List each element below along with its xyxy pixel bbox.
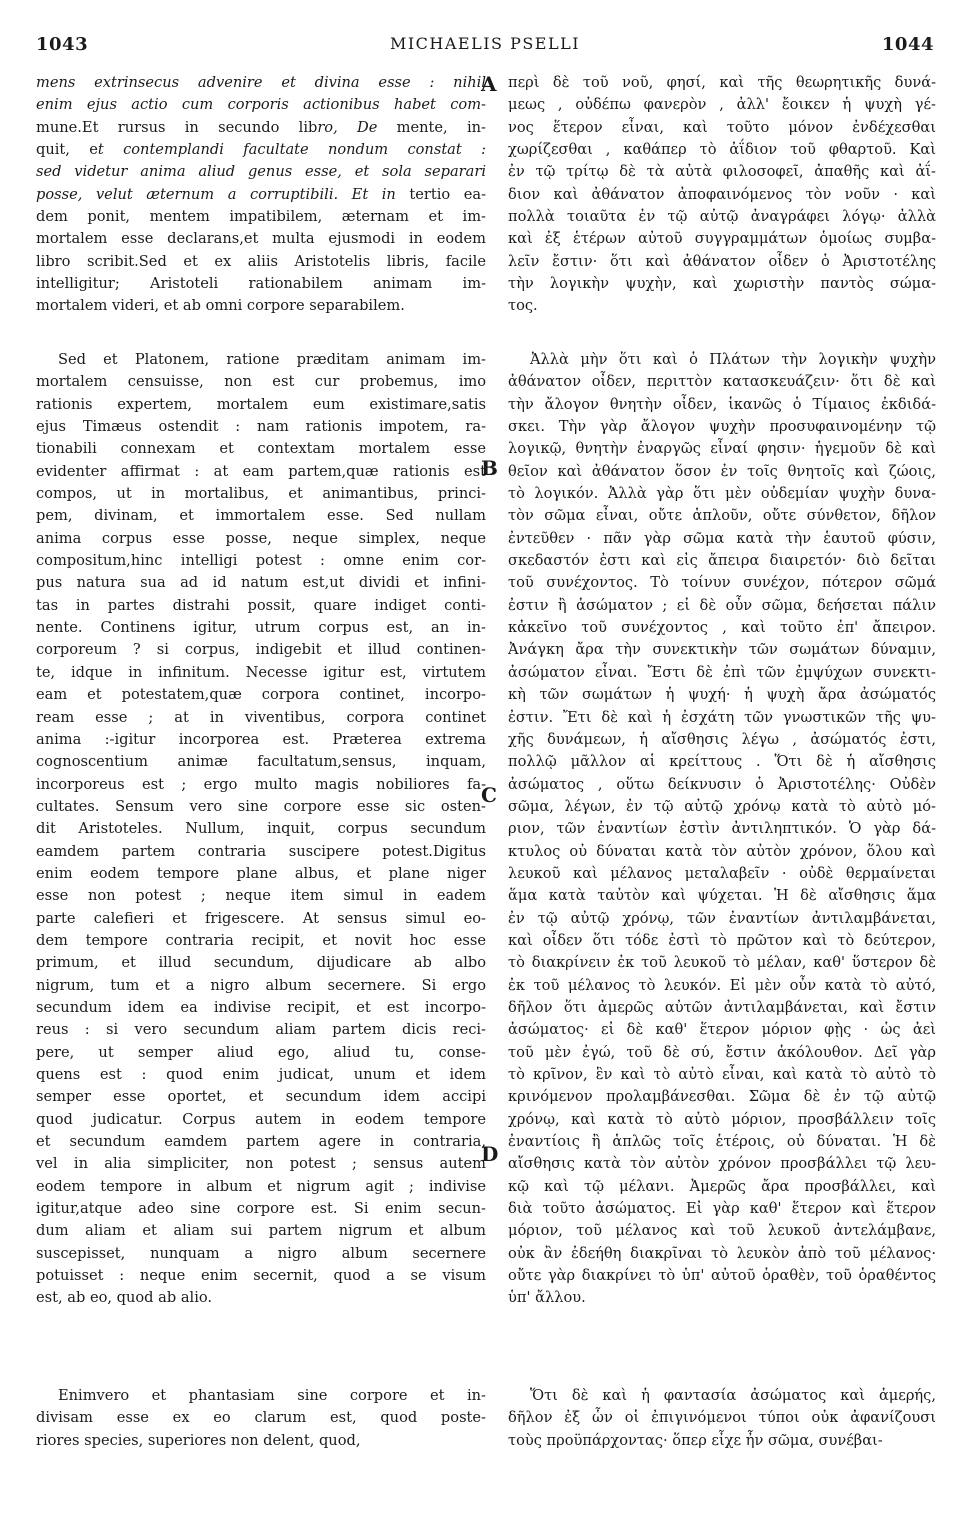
latin-text-line: eamdem partem contraria suscipere potest.Digitus	[36, 842, 486, 860]
latin-text-line: corporeum ? si corpus, indigebit et illud continen-	[36, 641, 486, 659]
latin-text-line: mens extrinsecus advenire et divina esse : nihil	[36, 74, 486, 91]
greek-text-line: σκει. Τὴν γὰρ ἄλογον ψυχὴν προσυφαινομένην τῷ	[508, 418, 936, 436]
latin-text-line: vel in alia simpliciter, non potest ; sensus autem	[36, 1155, 486, 1173]
greek-text-line: λογικῷ, θνητὴν ἐναργῶς εἶναί φησιν· ἡγεμοῦν δὲ καὶ	[508, 440, 936, 458]
running-title: MICHAELIS PSELLI	[389, 34, 581, 53]
greek-text-line: τοῦ συνέχοντος. Τὸ τοίνυν συνέχον, πότερον σῶμά	[508, 574, 936, 592]
latin-text-line: ream esse ; at in viventibus, corpora continet	[36, 708, 486, 726]
margin-letter-b: B	[481, 456, 498, 480]
latin-text-line: anima :-igitur incorporea est. Præterea extrema	[36, 730, 486, 748]
latin-text-line: cognoscentium animæ facultatum,sensus, inquam,	[36, 753, 486, 771]
greek-text-line: ἀθάνατον οἶδεν, περιττὸν κατασκευάζειν· ὅτι δὲ καὶ	[508, 373, 936, 391]
latin-text-line: compos, ut in mortalibus, et animantibus, princi-	[36, 485, 486, 503]
latin-text-line: incorporeus est ; ergo multo magis nobiliores fa-	[36, 775, 486, 793]
latin-text-line: riores species, superiores non delent, quod,	[36, 1431, 361, 1449]
greek-text-line: ἐκ τοῦ μέλανος τὸ λευκόν. Εἰ μὲν οὖν κατὰ τὸ αὐτό,	[508, 976, 936, 994]
greek-text-line: κτυλος οὐ δύναται κατὰ τὸν αὐτὸν χρόνον, ὅλου καὶ	[508, 842, 936, 860]
greek-text-line: τος.	[508, 297, 538, 315]
greek-text-line: ἐναντίοις ἢ ἁπλῶς τοῖς ἑτέροις, οὐ δύναται. Ἡ δὲ	[508, 1133, 936, 1151]
greek-text-line: ἀσώματον εἶναι. Ἔστι δὲ ἐπὶ τῶν ἐμψύχων συνεκτι-	[508, 663, 936, 681]
latin-text-line: compositum,hinc intelligi potest : omne enim cor-	[36, 552, 486, 570]
right-page-number: 1044	[881, 34, 934, 55]
latin-column-block-3	[36, 1385, 486, 1452]
greek-text-line: χρόνῳ, καὶ κατὰ τὸ αὐτὸ μόριον, προσβάλλειν τοῖς	[508, 1110, 936, 1128]
greek-text-line: λεῖν ἔστιν· ὅτι καὶ ἀθάνατον οἶδεν ὁ Ἀριστοτέλης	[508, 252, 936, 270]
latin-text-line: mortalem esse declarans,et multa ejusmodi in eodem	[36, 230, 486, 248]
latin-text-line: mune.Et rursus in secundo libro, De mente, in-	[36, 118, 486, 136]
greek-text-line: τὸ κρῖνον, ἓν καὶ τὸ αὐτὸ εἶναι, καὶ κατὰ τὸ αὐτὸ τὸ	[508, 1066, 936, 1083]
greek-text-line: περὶ δὲ τοῦ νοῦ, φησί, καὶ τῆς θεωρητικῆς δυνά-	[508, 74, 936, 91]
latin-text-line: pere, ut semper aliud ego, aliud tu, conse-	[36, 1043, 486, 1061]
greek-column-block-1	[508, 72, 936, 318]
greek-text-line: νος ἕτερον εἶναι, καὶ τοῦτο μόνον ἐνδέχεσθαι	[508, 118, 936, 136]
greek-text-line: κῷ καὶ τῷ μέλανι. Ἀμερῶς ἄρα προσβάλλει, καὶ	[508, 1177, 936, 1195]
latin-column-block-2	[36, 349, 486, 1310]
greek-text-line: δῆλον ἐξ ὧν οἱ ἐπιγινόμενοι τύποι οὐκ ἀφανίζουσι	[508, 1409, 936, 1427]
latin-text-line: dem tempore contraria recipit, et novit hoc esse	[36, 931, 486, 949]
greek-text-line: τοὺς προϋπάρχοντας· ὅπερ εἶχε ἦν σῶμα, συνέβαι-	[508, 1431, 883, 1449]
latin-text-line: evidenter affirmat : at eam partem,quæ rationis est	[36, 462, 486, 480]
latin-text-line: semper esse oportet, et secundum idem accipi	[36, 1088, 486, 1106]
greek-text-line: Ὅτι δὲ καὶ ἡ φαντασία ἀσώματος καὶ ἀμερής,	[530, 1387, 936, 1404]
margin-letter-c: C	[481, 783, 497, 807]
greek-text-line: σῶμα, λέγων, ἐν τῷ αὐτῷ χρόνῳ κατὰ τὸ αὐτὸ μό-	[508, 797, 936, 815]
greek-text-line: λευκοῦ καὶ μέλανος μεταλαβεῖν · οὐδὲ θερμαίνεται	[508, 864, 936, 882]
latin-text-line: quit, et contemplandi facultate nondum constat :	[36, 141, 486, 159]
latin-text-line: rationis expertem, mortalem eum existimare,satis	[36, 395, 486, 413]
greek-text-line: αἴσθησις κατὰ τὸν αὐτὸν χρόνον προσβάλλει τῷ λευ-	[508, 1155, 936, 1173]
latin-text-line: suscepisset, nunquam a nigro album secernere	[36, 1244, 486, 1262]
greek-text-line: ἐστιν. Ἔτι δὲ καὶ ἡ ἐσχάτη τῶν γνωστικῶν τῆς ψυ-	[508, 708, 936, 726]
latin-text-line: pus natura sua ad id natum est,ut dividi et infini-	[36, 574, 486, 592]
greek-text-line: τὴν ἄλογον θνητὴν οἶδεν, ἱκανῶς ὁ Τίμαιος ἐκδιδά-	[508, 395, 936, 413]
latin-text-line: divisam esse ex eo clarum est, quod poste-	[36, 1409, 486, 1427]
greek-text-line: χωρίζεσθαι , καθάπερ τὸ ἀΐδιον τοῦ φθαρτοῦ. Καὶ	[508, 141, 936, 159]
latin-text-line: esse non potest ; neque item simul in eadem	[36, 887, 486, 905]
greek-text-line: κὴ τῶν σωμάτων ἡ ψυχή· ἡ ψυχὴ ἄρα ἀσώματός	[508, 686, 936, 704]
greek-text-line: τὴν λογικὴν ψυχὴν, καὶ χωριστὴν παντὸς σώμα-	[508, 275, 936, 293]
greek-text-line: Ἀνάγκη ἄρα τὴν συνεκτικὴν τῶν σωμάτων δύναμιν,	[508, 641, 936, 659]
greek-text-line: χῆς δυνάμεων, ἡ αἴσθησις λέγω , ἀσώματός ἐστι,	[508, 730, 936, 748]
greek-text-line: κρινόμενον προλαμβάνεσθαι. Σῶμα δὲ ἐν τῷ αὐτῷ	[508, 1088, 936, 1106]
greek-text-line: καὶ οἶδεν ὅτι τόδε ἐστὶ τὸ πρῶτον καὶ τὸ δεύτερον,	[508, 931, 936, 949]
latin-text-line: igitur,atque adeo sine corpore est. Si enim secun-	[36, 1200, 486, 1218]
greek-text-line: τοῦ μὲν ἐγώ, τοῦ δὲ σύ, ἔστιν ἀκόλουθον. Δεῖ γὰρ	[508, 1043, 936, 1061]
greek-text-line: μόριον, τοῦ μέλανος καὶ τοῦ λευκοῦ ἀντελάμβανε,	[508, 1222, 936, 1240]
page-header	[36, 34, 934, 60]
latin-text-line: parte calefieri et frigescere. At sensus simul eo-	[36, 909, 486, 927]
latin-text-line: secundum idem ea indivise recipit, et est incorpo-	[36, 998, 486, 1016]
latin-text-line: posse, velut æternum a corruptibili. Et in tertio ea-	[36, 185, 487, 203]
latin-text-line: reus : si vero secundum aliam partem dicis reci-	[36, 1021, 486, 1039]
greek-text-line: θεῖον καὶ ἀθάνατον ὅσον ἐν τοῖς θνητοῖς καὶ ζώοις,	[508, 462, 936, 480]
greek-text-line: τὸν σῶμα εἶναι, οὔτε ἁπλοῦν, οὔτε σύνθετον, δῆλον	[508, 507, 936, 525]
greek-text-line: μεως , οὐδέπω φανερὸν , ἀλλ' ἔοικεν ἡ ψυχὴ γέ-	[508, 96, 936, 114]
greek-text-line: σκεδαστόν ἐστι καὶ εἰς ἄπειρα διαιρετόν· διὸ δεῖται	[508, 552, 936, 570]
greek-text-line: πολλὰ τοιαῦτα ἐν τῷ αὐτῷ ἀναγράφει λόγῳ· ἀλλὰ	[508, 208, 936, 226]
greek-text-line: ὑπ' ἄλλου.	[508, 1289, 586, 1307]
latin-text-line: intelligitur; Aristoteli rationabilem animam im-	[36, 275, 486, 293]
greek-text-line: τὸ διακρίνειν ἐκ τοῦ λευκοῦ τὸ μέλαν, καθ' ὕστερον δὲ	[508, 954, 936, 972]
greek-text-line: δῆλον ὅτι ἀμερῶς αὐτῶν ἀντιλαμβάνεται, καὶ ἔστιν	[508, 998, 936, 1016]
latin-text-line: est, ab eo, quod ab alio.	[36, 1289, 213, 1307]
greek-text-line: πολλῷ μᾶλλον αἱ κρείττους . Ὅτι δὲ ἡ αἴσθησις	[508, 753, 936, 771]
greek-column-block-2	[508, 349, 936, 1310]
latin-text-line: te, idque in infinitum. Necesse igitur est, virtutem	[36, 663, 486, 681]
latin-text-line: eam et potestatem,quæ corpora continet, incorpo-	[36, 686, 486, 704]
greek-text-line: οὔτε γὰρ διακρίνει τὸ ὑπ' αὐτοῦ ὁραθὲν, τοῦ ὁραθέντος	[508, 1267, 936, 1285]
greek-column-block-3	[508, 1385, 936, 1452]
margin-letter-a: A	[481, 72, 497, 96]
latin-text-line: eodem tempore in album et nigrum agit ; indivise	[36, 1177, 486, 1195]
latin-text-line: anima corpus esse posse, neque simplex, neque	[36, 529, 486, 547]
greek-text-line: τὸ λογικόν. Ἀλλὰ γὰρ ὅτι μὲν οὐδεμίαν ψυχὴν δυνα-	[508, 485, 936, 503]
latin-text-line: potuisset : neque enim secernit, quod a se visum	[36, 1267, 486, 1285]
latin-text-line: dem ponit, mentem impatibilem, æternam et im-	[36, 208, 486, 226]
greek-text-line: διὰ τοῦτο ἀσώματος. Εἰ γὰρ καθ' ἕτερον καὶ ἕτερον	[508, 1200, 936, 1218]
latin-text-line: ejus Timæus ostendit : nam rationis impotem, ra-	[36, 418, 486, 436]
greek-text-line: διον καὶ ἀθάνατον ἀποφαινόμενος τὸν νοῦν · καὶ	[508, 185, 936, 203]
greek-text-line: ριον, τῶν ἐναντίων ἐστὶν ἀντιληπτικόν. Ὁ γὰρ δά-	[508, 820, 936, 838]
greek-text-line: ἅμα κατὰ ταὐτὸν καὶ ψύχεται. Ἡ δὲ αἴσθησις ἅμα	[508, 887, 936, 905]
latin-text-line: tionabili connexam et contextam mortalem esse	[36, 440, 486, 458]
greek-text-line: ἐστιν ἢ ἀσώματον ; εἰ δὲ οὖν σῶμα, δεήσεται πάλιν	[508, 596, 936, 614]
latin-text-line: enim eodem tempore plane albus, et plane niger	[36, 864, 486, 882]
latin-text-line: cultates. Sensum vero sine corpore esse sic osten-	[36, 797, 486, 815]
latin-text-line: tas in partes distrahi possit, quare indiget conti-	[36, 596, 486, 614]
latin-text-line: et secundum eamdem partem agere in contraria,	[36, 1133, 486, 1151]
greek-text-line: ἐν τῷ αὐτῷ χρόνῳ, τῶν ἐναντίων ἀντιλαμβάνεται,	[508, 909, 936, 927]
latin-text-line: sed videtur anima aliud genus esse, et sola separari	[36, 163, 486, 181]
margin-letter-d: D	[481, 1142, 499, 1166]
greek-text-line: ἐν τῷ τρίτῳ δὲ τὰ αὐτὰ φιλοσοφεῖ, ἀπαθῆς καὶ ἀΐ-	[508, 163, 936, 181]
latin-text-line: enim ejus actio cum corporis actionibus habet com-	[36, 96, 486, 114]
greek-text-line: ἀσώματος· εἰ δὲ καθ' ἕτερον μόριον φῂς · ὡς ἀεὶ	[508, 1021, 936, 1039]
latin-text-line: pem, divinam, et immortalem esse. Sed nullam	[36, 507, 486, 525]
latin-text-line: nigrum, tum et a nigro album secernere. Si ergo	[36, 976, 486, 994]
latin-column-block-1	[36, 72, 486, 318]
greek-text-line: καὶ ἐξ ἑτέρων αὐτοῦ συγγραμμάτων ὁμοίως συμβα-	[508, 230, 936, 248]
greek-text-line: ἐντεῦθεν · πᾶν γὰρ σῶμα κατὰ τὴν ἑαυτοῦ φύσιν,	[508, 529, 936, 547]
latin-text-line: mortalem videri, et ab omni corpore separabilem.	[36, 297, 405, 315]
latin-text-line: mortalem censuisse, non est cur probemus, imo	[36, 373, 486, 391]
left-page-number: 1043	[36, 34, 89, 55]
greek-text-line: οὐκ ἂν ἐδεήθη διακρῖναι τὸ λευκὸν ἀπὸ τοῦ μέλανος·	[508, 1244, 936, 1262]
greek-text-line: Ἀλλὰ μὴν ὅτι καὶ ὁ Πλάτων τὴν λογικὴν ψυχὴν	[530, 351, 936, 368]
latin-text-line: Sed et Platonem, ratione præditam animam im-	[58, 351, 486, 368]
greek-text-line: κἀκεῖνο τοῦ συνέχοντος , καὶ τοῦτο ἐπ' ἄπειρον.	[508, 619, 936, 637]
latin-text-line: Enimvero et phantasiam sine corpore et in-	[58, 1387, 486, 1404]
latin-text-line: primum, et illud secundum, dijudicare ab albo	[36, 954, 486, 972]
greek-text-line: ἀσώματος , οὕτω δείκνυσιν ὁ Ἀριστοτέλης· Οὐδὲν	[508, 775, 936, 793]
latin-text-line: quod judicatur. Corpus autem in eodem tempore	[36, 1110, 486, 1128]
latin-text-line: libro scribit.Sed et ex aliis Aristotelis libris, facile	[36, 252, 486, 270]
latin-text-line: dit Aristoteles. Nullum, inquit, corpus secundum	[36, 820, 486, 838]
latin-text-line: nente. Continens igitur, utrum corpus est, an in-	[36, 619, 486, 637]
latin-text-line: dum aliam et aliam sui partem nigrum et album	[36, 1222, 486, 1240]
latin-text-line: quens est : quod enim judicat, unum et idem	[36, 1066, 486, 1083]
